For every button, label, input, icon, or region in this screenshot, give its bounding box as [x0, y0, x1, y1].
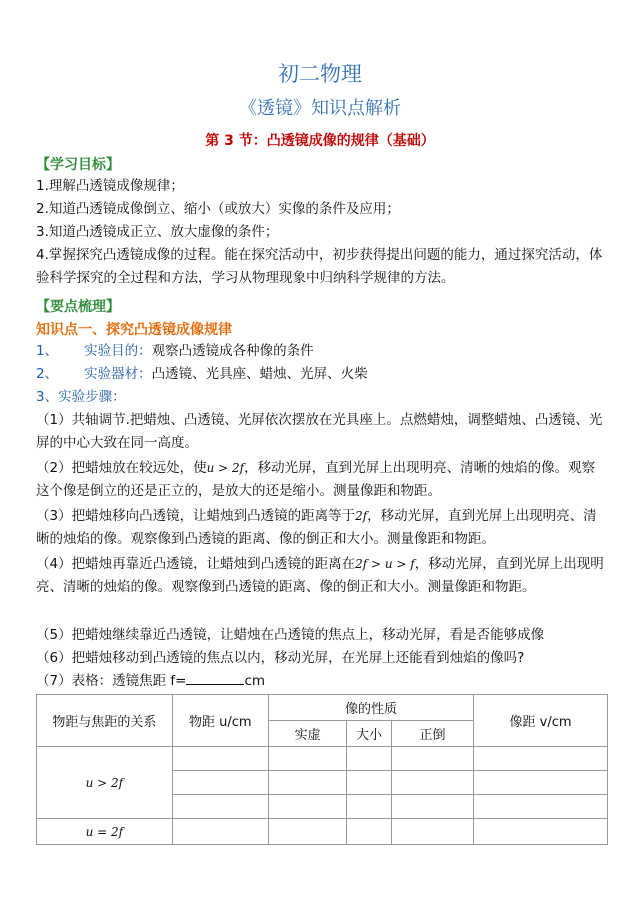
section-title: 第 3 节：凸透镜成像的规律（基础） — [205, 133, 435, 149]
goal-item: 1.理解凸透镜成像规律； — [36, 178, 184, 194]
header-image-nature: 像的性质 — [268, 695, 473, 721]
goal-item: 4.掌握探究凸透镜成像的过程。能在探究活动中，初步获得提出问题的能力，通过探究活动，体验科学探究的全过程和方法，学习从物理现象中归纳科学规律的方法。 — [36, 247, 603, 286]
experiment-purpose — [36, 340, 608, 363]
purpose-number: 1、 — [36, 343, 59, 359]
purpose-label: 实验目的： — [84, 343, 152, 359]
page-subtitle: 《透镜》知识点解析 — [239, 98, 401, 119]
table-cell — [268, 747, 346, 771]
header-size: 大小 — [347, 721, 392, 747]
header-orientation: 正倒 — [391, 721, 473, 747]
header-image-distance: 像距 v/cm — [474, 695, 608, 747]
goal-item: 2.知道凸透镜成像倒立、缩小（或放大）实像的条件及应用； — [36, 201, 400, 217]
step-3: （3）把蜡烛移向凸透镜，让蜡烛到凸透镜的距离等于2f，移动光屏，直到光屏上出现明亮、清晰的烛焰的像。观察像到凸透镜的距离、像的倒正和大小。测量像距和物距。 — [36, 508, 597, 547]
equipment-number: 2、 — [36, 366, 59, 382]
table-cell — [268, 819, 346, 845]
math-expression: 2f — [355, 509, 368, 523]
table-cell — [172, 819, 268, 845]
math-expression: 2f > u > f — [355, 557, 415, 571]
table-cell — [391, 771, 473, 795]
focal-length-blank — [186, 672, 244, 685]
row-label-u-eq-2f: u = 2f — [37, 819, 173, 845]
step-2: （2）把蜡烛放在较远处，使u > 2f，移动光屏，直到光屏上出现明亮、清晰的烛焰的像。观察这个像是倒立的还是正立的，是放大的还是缩小。测量像距和物距。 — [36, 460, 596, 499]
table-cell — [474, 795, 608, 819]
knowledge-point-heading: 知识点一、探究凸透镜成像规律 — [36, 322, 232, 338]
table-cell — [172, 795, 268, 819]
step-5: （5）把蜡烛继续靠近凸透镜，让蜡烛在凸透镜的焦点上，移动光屏，看是否能够成像 — [36, 627, 545, 643]
step-6: （6）把蜡烛移动到凸透镜的焦点以内，移动光屏，在光屏上还能看到烛焰的像吗? — [36, 650, 525, 666]
table-cell — [268, 771, 346, 795]
table-cell — [268, 795, 346, 819]
experiment-table — [36, 694, 608, 845]
table-cell — [172, 771, 268, 795]
row-label-u-gt-2f: u > 2f — [37, 747, 173, 819]
points-heading: 【要点梳理】 — [36, 299, 120, 315]
step-1: （1）共轴调节.把蜡烛、凸透镜、光屏依次摆放在光具座上。点燃蜡烛，调整蜡烛、凸透镜、光屏的中心大致在同一高度。 — [36, 412, 603, 451]
table-cell — [391, 747, 473, 771]
step-4: （4）把蜡烛再靠近凸透镜，让蜡烛到凸透镜的距离在2f > u > f，移动光屏，直到光屏上出现明亮、清晰的烛焰的像。观察像到凸透镜的距离、像的倒正和大小。测量像距和物距。 — [36, 556, 604, 595]
math-expression: u > 2f — [206, 461, 245, 475]
header-object-distance: 物距 u/cm — [172, 695, 268, 747]
table-cell — [474, 747, 608, 771]
table-cell — [391, 795, 473, 819]
table-cell — [347, 819, 392, 845]
table-cell — [474, 771, 608, 795]
table-cell — [391, 819, 473, 845]
table-cell — [347, 771, 392, 795]
table-cell — [172, 747, 268, 771]
table-cell — [474, 819, 608, 845]
experiment-equipment — [36, 363, 608, 386]
header-relation: 物距与焦距的关系 — [37, 695, 173, 747]
goals-heading: 【学习目标】 — [36, 157, 120, 173]
table-cell — [347, 747, 392, 771]
purpose-text: 观察凸透镜成各种像的条件 — [151, 343, 314, 359]
page-title: 初二物理 — [278, 62, 362, 86]
equipment-label: 实验器材： — [84, 366, 152, 382]
header-real-virtual: 实虚 — [268, 721, 346, 747]
step-7: （7）表格：透镜焦距 f= cm — [36, 673, 266, 689]
steps-label: 3、实验步骤： — [36, 389, 126, 405]
table-cell — [347, 795, 392, 819]
equipment-text: 凸透镜、光具座、蜡烛、光屏、火柴 — [151, 366, 368, 382]
goal-item: 3.知道凸透镜成正立、放大虚像的条件； — [36, 224, 279, 240]
